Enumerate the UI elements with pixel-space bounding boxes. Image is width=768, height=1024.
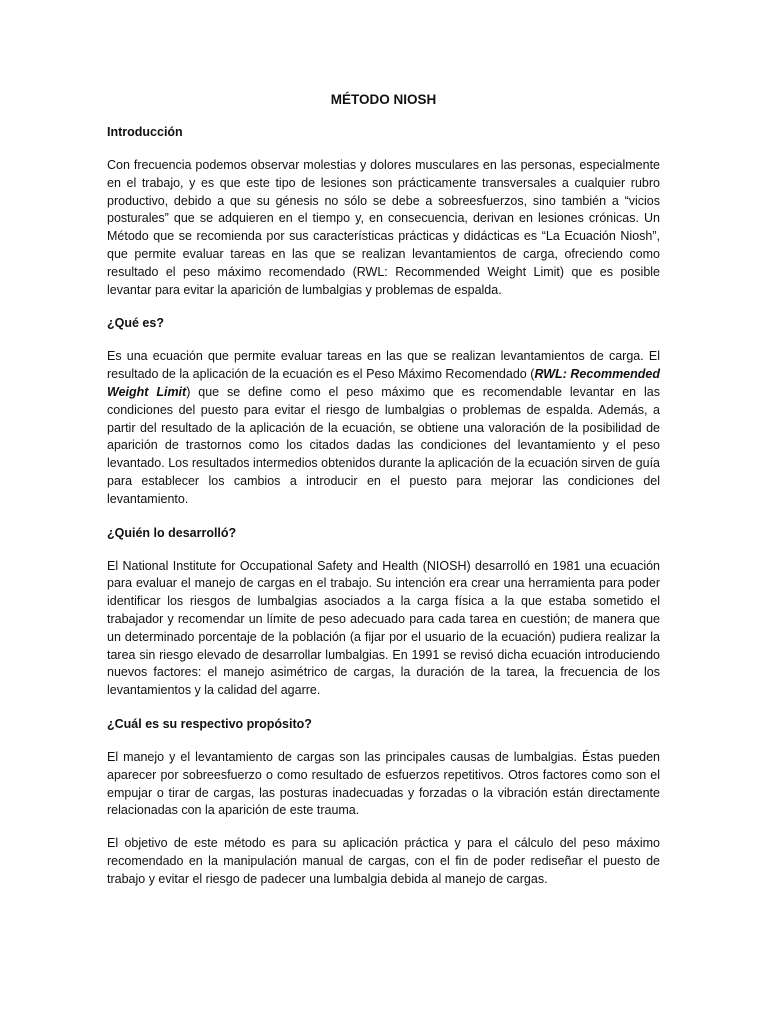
paragraph-quien-lo-desarrollo: El National Institute for Occupational Safety and Health (NIOSH) desarrolló en 1981 una ecuación para evaluar el manejo de cargas en el trabajo. Su intención era crear una herramienta para poder identificar los riesgos de lumbalgias asociados a la carga física a la que estaba sometido el trabajador y recomendar un límite de peso adecuado para cada tarea en cuestión; de manera que un determinado porcentaje de la población (a fijar por el usuario de la ecuación) pudiera realizar la tarea sin riesgo elevado de desarrollar lumbalgias. En 1991 se revisó dicha ecuación introduciendo nuevos factores: el manejo asimétrico de cargas, la duración de la tarea, la frecuencia de los levantamientos y la calidad del agarre. (107, 558, 660, 698)
paragraph-proposito-2: El objetivo de este método es para su aplicación práctica y para el cálculo del peso máximo recomendado en la manipulación manual de cargas, con el fin de poder rediseñar el puesto de trabajo y evitar el riesgo de padecer una lumbalgia debida al manejo de cargas. (107, 836, 660, 886)
paragraph-proposito-1: El manejo y el levantamiento de cargas son las principales causas de lumbalgias. Éstas pueden aparecer por sobreesfuerzo o como resultado de esfuerzos repetitivos. Otros factores como son el empujar o tirar de cargas, las posturas inadecuadas y forzadas o la vibración están directamente relacionadas con la aparición de este trauma. (107, 749, 660, 818)
paragraph-que-es-part-2: ) que se define como el peso máximo que es recomendable levantar en las condiciones del puesto para evitar el riesgo de lumbalgias o problemas de espalda. Además, a partir del resultado de la aplicación de la ecuación, se obtiene una valoración de la posibilidad de aparición de trastornos como los citados dadas las condiciones del levantamiento y el peso levantado. Los resultados intermedios obtenidos durante la aplicación de la ecuación sirven de guía para establecer los cambios a introducir en el puesto para mejorar las condiciones del levantamiento. (107, 384, 660, 506)
document-body (107, 91, 660, 904)
document-title: MÉTODO NIOSH (330, 92, 437, 107)
paragraph-que-es-part-1: Es una ecuación que permite evaluar tareas en las que se realizan levantamientos de carga. El resultado de la aplicación de la ecuación es el Peso Máximo Recomendado ( (107, 349, 660, 382)
heading-proposito: ¿Cuál es su respectivo propósito? (107, 716, 312, 731)
heading-quien-lo-desarrollo: ¿Quién lo desarrolló? (107, 525, 237, 540)
heading-que-es: ¿Qué es? (107, 316, 164, 331)
rwl-emphasis: RWL: Recommended Weight Limit (107, 367, 660, 399)
heading-introduccion: Introducción (107, 125, 183, 139)
paragraph-introduccion: Con frecuencia podemos observar molestias y dolores musculares en las personas, especialmente en el trabajo, y es que este tipo de lesiones son prácticamente transversales a cualquier rubro productivo, debido a que su génesis no sólo se debe a sobreesfuerzos, sino también a “vicios posturales” que se adquieren en el tiempo y, en consecuencia, derivan en lesiones crónicas. Un Método que se recomienda por sus características prácticas y didácticas es “La Ecuación Niosh”, que permite evaluar tareas en las que se realizan levantamientos de carga, ofreciendo como resultado el peso máximo recomendado (RWL: Recommended Weight Limit) que es posible levantar para evitar la aparición de lumbalgias y problemas de espalda. (107, 158, 660, 297)
paragraph-que-es (107, 348, 660, 508)
